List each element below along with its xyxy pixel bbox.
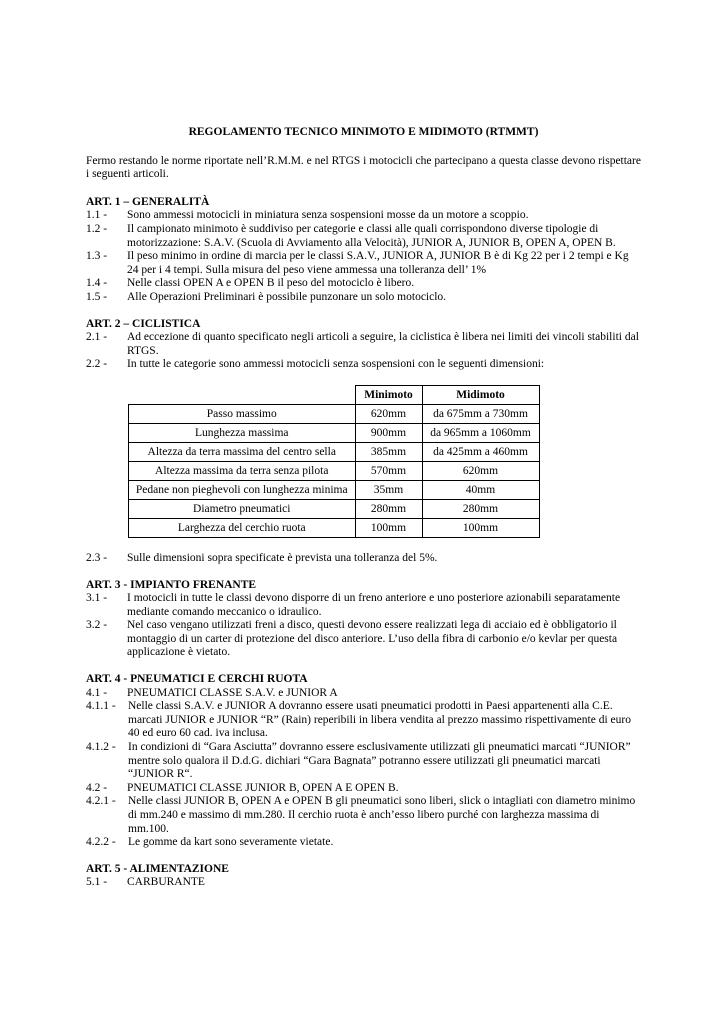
- table-row: [129, 442, 540, 461]
- item-number: 1.3 -: [86, 250, 108, 263]
- item-text: CARBURANTE: [127, 876, 205, 889]
- row-label: Passo massimo: [129, 404, 356, 423]
- list-item: [86, 552, 641, 566]
- minimoto-value: 570mm: [355, 461, 422, 480]
- item-number: 4.1 -: [86, 686, 108, 699]
- item-text: Sono ammessi motocicli in miniatura senza sospensioni mosse da un motore a scoppio.: [127, 209, 529, 222]
- section-heading-art1: ART. 1 – GENERALITÀ: [86, 195, 210, 208]
- list-item: [86, 782, 641, 796]
- item-number: 4.2.1 -: [86, 795, 116, 808]
- list-item: [86, 619, 641, 660]
- table-row: [129, 480, 540, 499]
- item-number: 1.5 -: [86, 290, 108, 303]
- section-heading-art3: ART. 3 - IMPIANTO FRENANTE: [86, 578, 257, 591]
- item-text: In condizioni di “Gara Asciutta” dovranno essere esclusivamente utilizzati gli pneumatici marcati “JUNIOR” mentre solo qualora il D.d.G. dichiari “Gara Bagnata” potranno essere utilizzati gli pneumatici marcati “JUNIOR R“.: [128, 741, 631, 781]
- list-item: [86, 250, 641, 277]
- item-text: In tutte le categorie sono ammessi motocicli senza sospensioni con le seguenti dimensioni:: [127, 358, 545, 371]
- midimoto-value: da 425mm a 460mm: [422, 442, 539, 461]
- section-heading-art4: ART. 4 - PNEUMATICI E CERCHI RUOTA: [86, 673, 308, 686]
- item-number: 1.2 -: [86, 222, 108, 235]
- row-label: Pedane non pieghevoli con lunghezza minima: [129, 480, 356, 499]
- row-label: Altezza da terra massima del centro sella: [129, 442, 356, 461]
- item-text: Nelle classi JUNIOR B, OPEN A e OPEN B gli pneumatici sono liberi, slick o intagliati con diametro minimo di mm.240 e massimo di mm.280. Il cerchio ruota è anch’esso libero purché con larghezza massima di mm.100.: [128, 795, 636, 835]
- row-label: Altezza massima da terra senza pilota: [129, 461, 356, 480]
- list-item: [86, 876, 641, 890]
- item-number: 5.1 -: [86, 876, 108, 889]
- list-item: [86, 291, 641, 305]
- list-item: [86, 209, 641, 223]
- table-row: [129, 423, 540, 442]
- list-item: [86, 700, 641, 741]
- midimoto-value: 40mm: [422, 480, 539, 499]
- item-number: 4.1.1 -: [86, 700, 116, 713]
- item-text: Il campionato minimoto è suddiviso per categorie e classi alle quali corrispondono diverse tipologie di motorizzazione: S.A.V. (Scuola di Avviamento alla Velocità), JUNIOR A, JUNIOR B, OPEN A, OPEN B.: [127, 222, 616, 249]
- list-item: [86, 277, 641, 291]
- midimoto-value: 100mm: [422, 518, 539, 537]
- item-text: Le gomme da kart sono severamente vietate.: [128, 836, 334, 849]
- item-text: I motocicli in tutte le classi devono disporre di un freno anteriore e uno posteriore azionabili separatamente mediante comando meccanico o idraulico.: [127, 592, 621, 618]
- item-text: PNEUMATICI CLASSE S.A.V. e JUNIOR A: [127, 686, 338, 699]
- intro-paragraph: Fermo restando le norme riportate nell’R.M.M. e nel RTGS i motocicli che partecipano a questa classe devono rispettare i seguenti articoli.: [86, 154, 641, 181]
- row-label: Lunghezza massima: [129, 423, 356, 442]
- item-text: Alle Operazioni Preliminari è possibile punzonare un solo motociclo.: [127, 290, 447, 303]
- item-number: 1.1 -: [86, 209, 108, 222]
- table-row: [129, 461, 540, 480]
- item-number: 3.2 -: [86, 619, 108, 632]
- minimoto-value: 35mm: [355, 480, 422, 499]
- list-item: [86, 795, 641, 836]
- item-text: Sulle dimensioni sopra specificate è prevista una tolleranza del 5%.: [127, 551, 438, 564]
- item-number: 2.1 -: [86, 331, 108, 344]
- item-number: 2.2 -: [86, 358, 108, 371]
- document-title: REGOLAMENTO TECNICO MINIMOTO E MIDIMOTO (RTMMT): [188, 126, 539, 138]
- midimoto-value: 280mm: [422, 499, 539, 518]
- minimoto-value: 100mm: [355, 518, 422, 537]
- item-number: 4.2 -: [86, 781, 108, 794]
- item-number: 2.3 -: [86, 551, 108, 564]
- column-header-midimoto: Midimoto: [422, 385, 539, 404]
- item-number: 4.1.2 -: [86, 741, 116, 754]
- section-heading-art5: ART. 5 - ALIMENTAZIONE: [86, 862, 229, 875]
- item-text: Nelle classi OPEN A e OPEN B il peso del motociclo è libero.: [127, 277, 415, 290]
- document-page: [86, 126, 641, 890]
- list-item: [86, 741, 641, 782]
- list-item: [86, 836, 641, 850]
- item-text: Il peso minimo in ordine di marcia per le classi S.A.V., JUNIOR A, JUNIOR B è di Kg 22 per i 2 tempi e Kg 24 per i 4 tempi. Sulla misura del peso viene ammessa una tolleranza dell’ 1%: [127, 250, 629, 276]
- minimoto-value: 620mm: [355, 404, 422, 423]
- midimoto-value: da 965mm a 1060mm: [422, 423, 539, 442]
- row-label: Larghezza del cerchio ruota: [129, 518, 356, 537]
- midimoto-value: 620mm: [422, 461, 539, 480]
- table-row: [129, 404, 540, 423]
- list-item: [86, 223, 641, 250]
- list-item: [86, 358, 641, 372]
- row-label: Diametro pneumatici: [129, 499, 356, 518]
- table-header-row: [129, 385, 540, 404]
- table-row: [129, 499, 540, 518]
- minimoto-value: 385mm: [355, 442, 422, 461]
- section-heading-art2: ART. 2 – CICLISTICA: [86, 317, 201, 330]
- item-number: 1.4 -: [86, 277, 108, 290]
- item-number: 4.2.2 -: [86, 836, 116, 849]
- item-text: Nelle classi S.A.V. e JUNIOR A dovranno essere usati pneumatici prodotti in Paesi appartenenti alla C.E. marcati JUNIOR e JUNIOR “R” (Rain) reperibili in libera vendita al prezzo massimo rispettivamente di euro 40 ed euro 60 cad. iva inclusa.: [128, 700, 631, 740]
- list-item: [86, 331, 641, 358]
- list-item: [86, 687, 641, 701]
- dimensions-table: [128, 385, 540, 538]
- column-header-minimoto: Minimoto: [355, 385, 422, 404]
- minimoto-value: 900mm: [355, 423, 422, 442]
- item-text: PNEUMATICI CLASSE JUNIOR B, OPEN A E OPEN B.: [127, 781, 399, 794]
- item-text: Ad eccezione di quanto specificato negli articoli a seguire, la ciclistica è libera nei limiti dei vincoli stabiliti dal RTGS.: [127, 331, 639, 357]
- minimoto-value: 280mm: [355, 499, 422, 518]
- table-row: [129, 518, 540, 537]
- item-text: Nel caso vengano utilizzati freni a disco, questi devono essere realizzati lega di acciaio ed è obbligatorio il montaggio di un carter di protezione del disco anteriore. L’uso della fibra di carbonio e/o kevlar per questa applicazione è vietato.: [127, 619, 618, 659]
- item-number: 3.1 -: [86, 592, 108, 605]
- midimoto-value: da 675mm a 730mm: [422, 404, 539, 423]
- list-item: [86, 592, 641, 619]
